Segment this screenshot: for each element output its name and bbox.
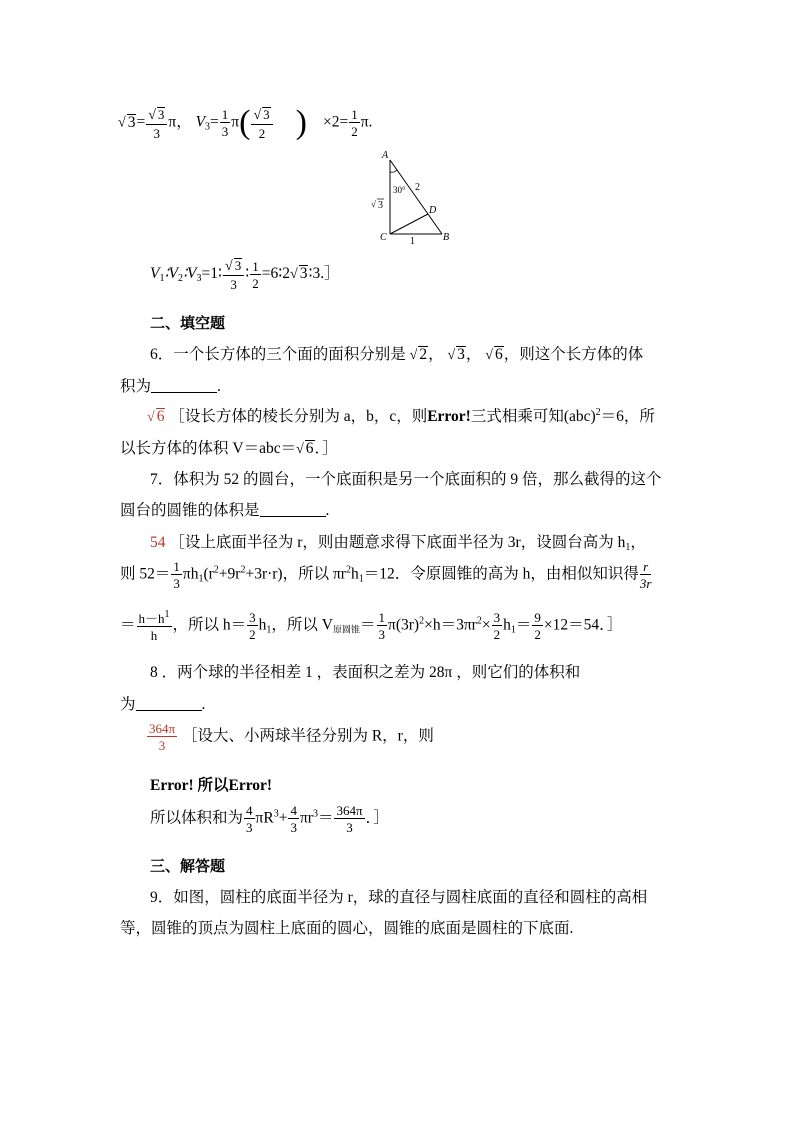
question-8-line-2: 为 . — [120, 696, 206, 713]
label-a: A — [382, 150, 389, 161]
label-c: C — [380, 232, 387, 243]
question-6-line-1: 6．一个长方体的三个面的面积分别是 √ 2， √ 3， √ 6，则这个长方体的体 — [150, 346, 644, 363]
label-b: B — [443, 232, 450, 243]
v3: V — [195, 113, 206, 131]
ratio-line: $V_1∶V_2∶V_3=1∶$ $\frac{√ 3}{3}$ ∶ $\frac{1}{2}$ =6∶2√ 3∶3.］ — [150, 258, 340, 292]
answer-8-line-3: 所以体积和为 $\frac{4}{3}$ $\pi R^3+$ $\frac{4}{3}$ $\pi r^3=$ $\frac{364\pi}{3}$ ．］ — [150, 803, 389, 835]
side-cb-label: 1 — [410, 236, 415, 246]
answer-blank — [136, 709, 202, 711]
question-6-line-2: 积为 . — [120, 378, 221, 395]
answer-7-line-3: ＝ $\frac{h-h^1}{h}$ ，所以 h＝ $\frac{3}{2}$ $h_1$，所以 $V_{原圆锥}=$ $\frac{1}{3}$ $\pi(3r)^2\times h=3\pi r^2\times$ $\frac{3}{2}$ $h_1=$ $\frac{9}{2}$ ×12＝54．］ — [120, 609, 623, 643]
triangle-figure — [368, 146, 464, 246]
fraction: $\frac{√ 3}{3}$ — [146, 107, 167, 140]
fraction: $\frac{1}{3}$ — [221, 107, 229, 139]
formula-line-1: √ 3= $\frac{√ 3}{3}$ π， $V_3=$ $\frac{1}{3}$ π( $\frac{√ 3}{2}$ ) ×2= $\frac{1}{2}$ π. — [118, 104, 373, 141]
angle-label: 30° — [393, 185, 406, 195]
answer-7-line-1: 54 ［设上底面半径为 r，则由题意求得下底面半径为 3r，设圆台高为 $h_1$， — [150, 534, 646, 553]
answer-8-line-1: $\frac{364\pi}{3}$ ［设大、小两球半径分别为 R，r，则 — [149, 721, 434, 753]
question-8-line-1: 8 ．两个球的半径相差 1 ，表面积之差为 28π ，则它们的体积和 — [150, 664, 581, 681]
fraction: $\frac{1}{2}$ — [351, 107, 358, 139]
question-9-line-1: 9．如图，圆柱的底面半径为 r，球的直径与圆柱底面的直径和圆柱的高相 — [150, 889, 648, 906]
sqrt-symbol: √ — [371, 199, 376, 209]
section-heading-2: 二、填空题 — [150, 316, 226, 332]
answer-blank — [260, 515, 326, 517]
answer-6-line-2: 以长方体的体积 V＝abc＝√ 6．］ — [120, 440, 338, 457]
answer-blank — [151, 391, 217, 393]
label-d: D — [429, 205, 437, 216]
sqrt-3: 3 — [127, 113, 136, 131]
fraction: $\frac{√ 3}{2}$ — [251, 107, 272, 140]
pi: π， — [168, 113, 192, 131]
equals: = — [136, 113, 146, 131]
side-ac-label: 3 — [378, 200, 383, 211]
question-7-line-2: 圆台的圆锥的体积是 . — [120, 502, 330, 519]
answer-fraction: $\frac{364\pi}{3}$ — [149, 721, 176, 753]
question-7-line-1: 7．体积为 52 的圆台，一个底面积是另一个底面积的 9 倍，那么截得的这个 — [150, 471, 662, 488]
section-heading-3: 三、解答题 — [150, 859, 226, 875]
answer-7-line-2: 则 52＝ $\frac{1}{3}$ $\pi h_1(r^2+9r^2+3r\cdot r)$，所以 $\pi r^2h_1=12$．令原圆锥的高为 h，由相似知识得 $\frac{r}{3r}$ — [120, 559, 652, 591]
answer-8-line-2: Error! 所以Error! — [150, 777, 273, 794]
question-9-line-2: 等，圆锥的顶点为圆柱上底面的圆心，圆锥的底面是圆柱的下底面. — [120, 920, 574, 937]
side-ad-label: 2 — [415, 182, 420, 193]
answer-6-line-1: √ 6 ［设长方体的棱长分别为 a，b，c，则Error!三式相乘可知(abc)$^2$＝6，所 — [147, 407, 655, 425]
